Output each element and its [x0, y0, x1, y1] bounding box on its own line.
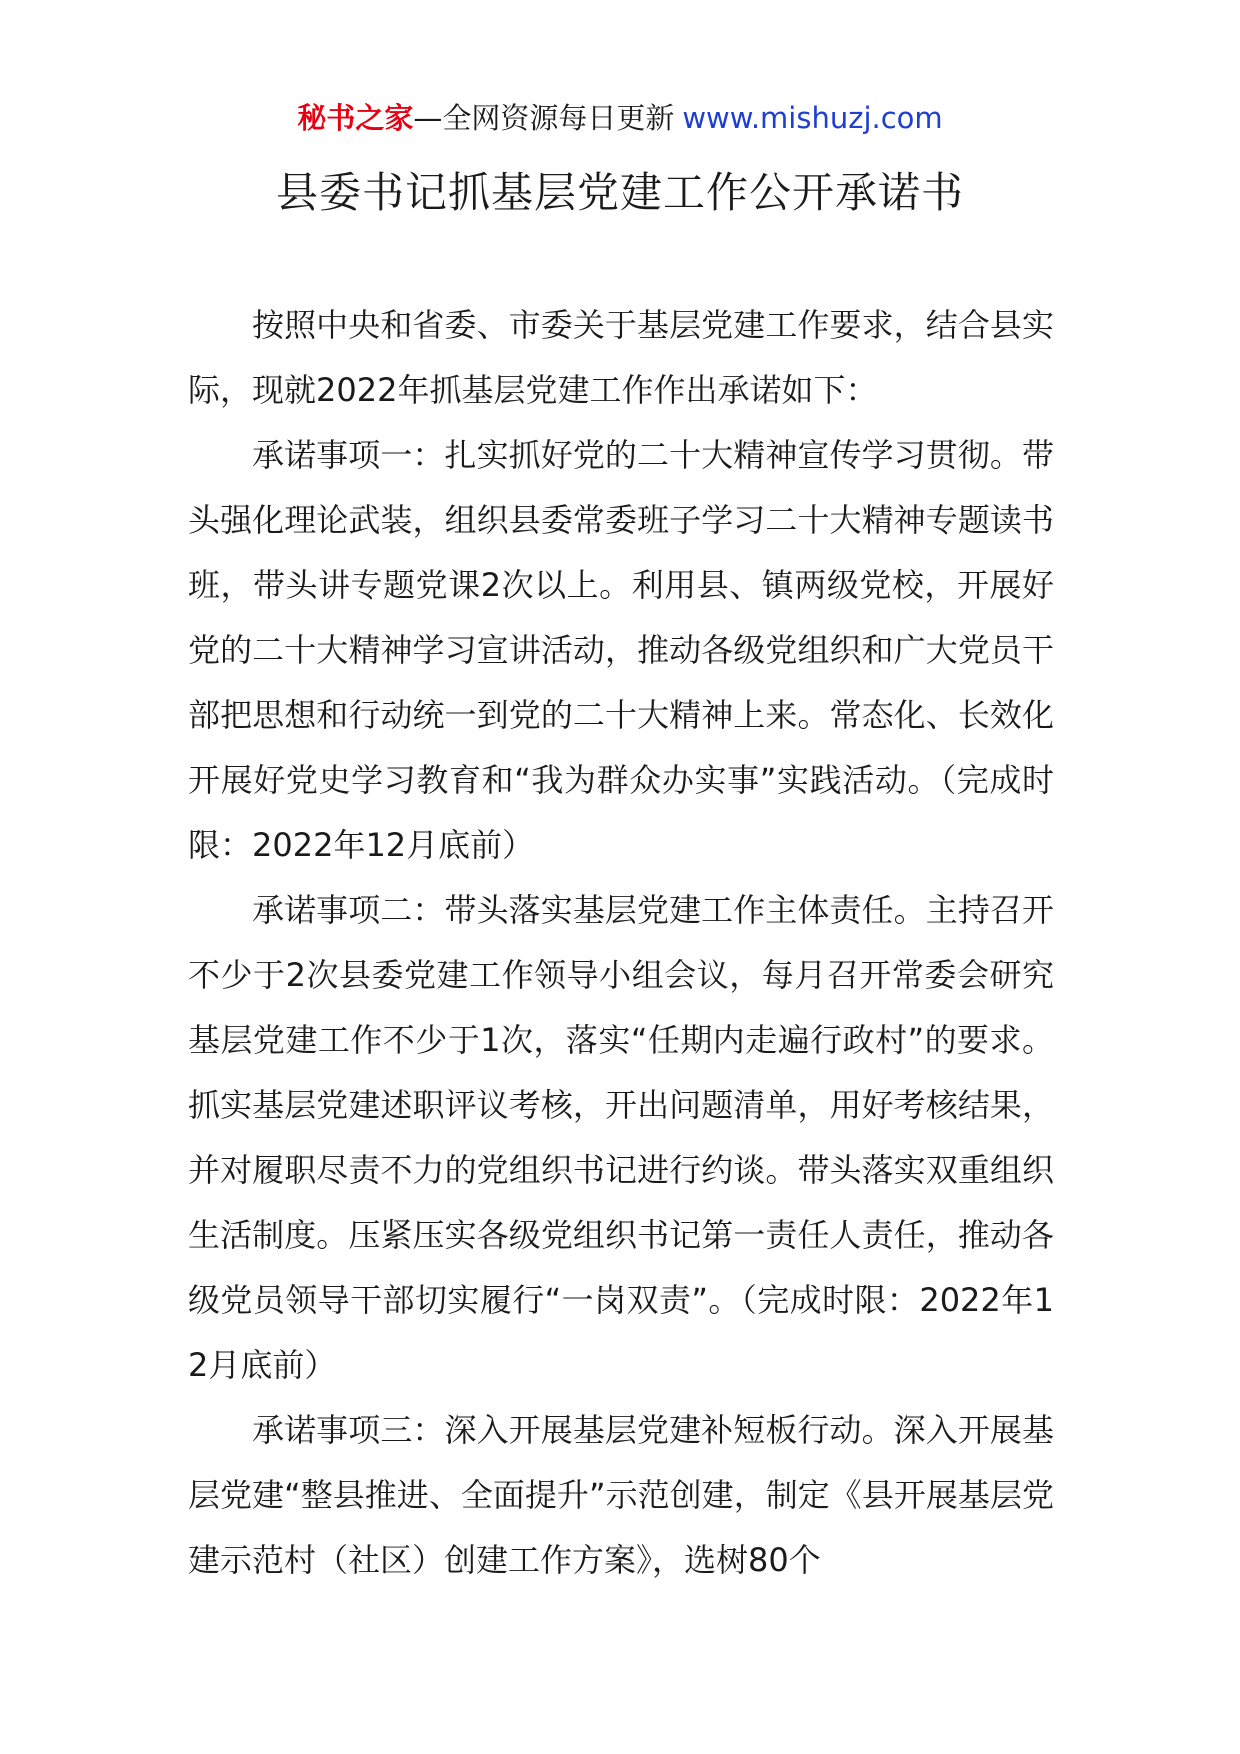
paragraph-intro: 按照中央和省委、市委关于基层党建工作要求，结合县实际，现就2022年抓基层党建工作作出承诺如下： — [188, 306, 1054, 409]
document-title: 县委书记抓基层党建工作公开承诺书 — [275, 168, 964, 217]
site-header — [0, 98, 1240, 138]
paragraph-commitment-2: 承诺事项二：带头落实基层党建工作主体责任。主持召开不少于2次县委党建工作领导小组会议，每月召开常委会研究基层党建工作不少于1次，落实“任期内走遍行政村”的要求。抓实基层党建述职评议考核，开出问题清单，用好考核结果，并对履职尽责不力的党组织书记进行约谈。带头落实双重组织生活制度。压紧压实各级党组织书记第一责任人责任，推动各级党员领导干部切实履行“一岗双责”。（完成时限：2022年12月底前） — [188, 891, 1054, 1384]
brand-name: 秘书之家 — [297, 101, 414, 135]
paragraph-commitment-3: 承诺事项三：深入开展基层党建补短板行动。深入开展基层党建“整县推进、全面提升”示范创建，制定《县开展基层党建示范村（社区）创建工作方案》，选树80个 — [188, 1411, 1054, 1579]
paragraph-commitment-1: 承诺事项一：扎实抓好党的二十大精神宣传学习贯彻。带头强化理论武装，组织县委常委班子学习二十大精神专题读书班，带头讲专题党课2次以上。利用县、镇两级党校，开展好党的二十大精神学习宣讲活动，推动各级党组织和广大党员干部把思想和行动统一到党的二十大精神上来。常态化、长效化开展好党史学习教育和“我为群众办实事”实践活动。（完成时限：2022年12月底前） — [188, 436, 1054, 864]
site-url-link[interactable]: www.mishuzj.com — [682, 101, 943, 135]
site-tagline: —全网资源每日更新 — [413, 101, 675, 135]
document-body — [188, 293, 1054, 1593]
